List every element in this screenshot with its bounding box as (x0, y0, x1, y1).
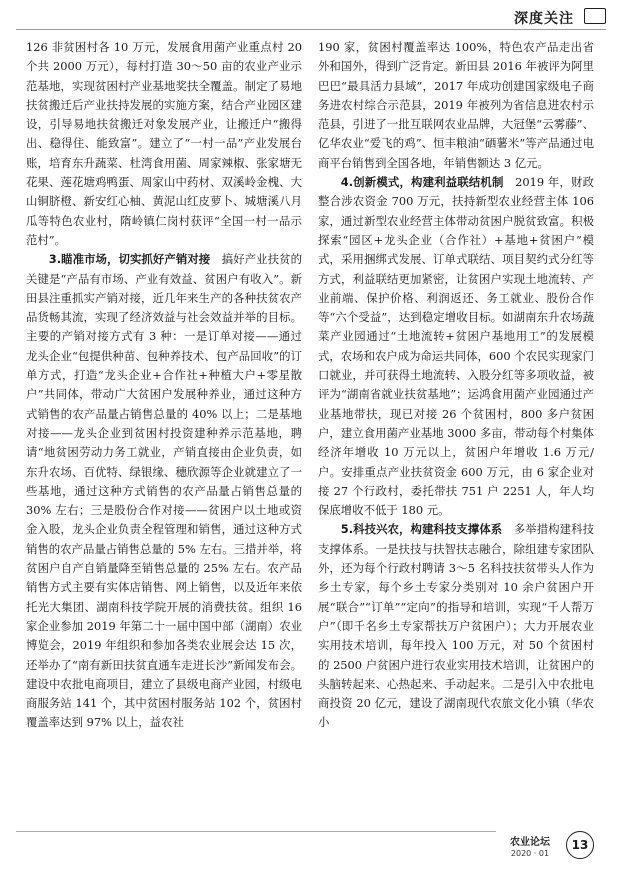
section-heading: 5.科技兴农，构建科技支撑体系 (340, 522, 503, 537)
paragraph: 190 家，贫困村覆盖率达 100%，特色农产品走出省外和国外，得到广泛肯定。新田县 2016 年被评为阿里巴巴“最具活力县域”，2017 年成功创建国家级电子商务进农村综合示范县，2019 年被列为省信息进农村示范县，引进了一批互联网农业品牌，大冠堡“云雾藤”、亿华农业“爱飞的鸡”、恒丰粮油“硒薯米”等产品通过电商平台销售到全国各地，年销售额达 3 亿元。 (318, 40, 594, 170)
paragraph: 126 非贫困村各 10 万元，发展食用菌产业重点村 20 个共 2000 万元），每村打造 30～50 亩的农业产业示范基地，实现贫困村产业基地奖扶全覆盖。制定了易地扶贫搬迁后产业扶持发展的实施方案，结合产业园区建设，引导易地扶贫搬迁对象发展产业，让搬迁户“搬得出、稳得住、能致富”。建立了“一村一品”产业发展台账，培育东升蔬菜、杜湾食用菌、周家辣椒、张家塘无花果、莲花塘鸡鸭蛋、周家山中药材、双溪岭金槐、大山铜脐橙、新安红心柚、黄泥山红皮萝卜、城塘溪八月瓜等特色农业村，隋岭镇仁岗村获评“全国一村一品示范村”。 (26, 40, 302, 247)
section-title: 深度关注 (514, 11, 574, 27)
paragraph (318, 173, 594, 520)
footer-divider (16, 831, 496, 832)
paragraph-text: 搞好产业扶贫的关键是“产品有市场、产业有效益、贫困户有收入”。新田县注重抓实产销对接，近几年来生产的各种扶贫农产品货畅其流，实现了经济效益与社会效益并举的目标。主要的产销对接方式有 3 种：一是订单对接——通过龙头企业“包提供种苗、包种养技术、包产品回收”的订单方式，打造“龙头企业+合作社+种植大户+零星散户”共同体，带动广大贫困户发展种养业，通过这种方式销售的农产品量占销售总量的 40% 以上；二是基地对接——龙头企业到贫困村投资建种养示范基地，聘请“地贫困劳动力务工就业，产销直接由企业负责，如东升农场、百优特、绿银缘、穗欣源等企业就建立了一些基地，通过这种方式销售的农产品量占销售总量的 30% 左右；三是股份合作对接——贫困户以土地或资金入股，龙头企业负责全程管理和销售，通过这种方式销售的农产品量占销售总量的 5% 左右。三措并举，将贫困户自产自销量降至销售总量的 25% 左右。农产品销售方式主要有实体店销售、网上销售，以及近年来依托光大集团、湖南科技学院开展的消费扶贫。组织 16 家企业参加 2019 年第二十一届中国中部（湖南）农业博览会，2019 年组织和参加各类农业展会达 15 次，还举办了“南有新田扶贫直通车走进长沙”新闻发布会。建设中农批电商项目，建立了县级电商产业园，村级电商服务站 141 个，其中贫困村服务站 102 个，贫困村覆盖率达到 97% 以上，益农社 (26, 252, 302, 730)
section-heading: 4.创新模式，构建利益联结机制 (340, 175, 504, 190)
header-divider (16, 29, 606, 30)
issue-number: 2020 · 01 (510, 849, 550, 858)
paragraph (26, 250, 302, 732)
paragraph-text: 多举措构建科技支撑体系。一是扶技与扶智扶志融合，除组建专家团队外，还为每个行政村聘请 3～5 名科技扶贫带头人作为乡土专家，每个乡土专家分类别对 10 余户贫困户开展“联合”“订单”“定向”的指导和培训，实现“千人帮万户”（即千名乡土专家帮扶万户贫困户）；大力开展农业实用技术培训，每年投入 100 万元，对 50 个贫困村的 2500 户贫困户进行农业实用技术培训，让贫困户的头脑转起来、心热起来、手动起来。二是引入中农批电商投资 20 亿元，建设了湖南现代农旅文化小镇（华农小 (318, 522, 594, 730)
page-number: 13 (566, 831, 594, 859)
section-marker-box (584, 8, 606, 24)
left-column (26, 38, 302, 826)
right-column (318, 38, 594, 826)
page-header (0, 0, 620, 30)
paragraph (318, 520, 594, 732)
paragraph-text: 2019 年，财政整合涉农资金 700 万元，扶持新型农业经营主体 106 家，通过新型农业经营主体带动贫困户脱贫致富。积极探索“园区+龙头企业（合作社）+基地+贫困户”模式，采用捆绑式发展、订单式联结、项目契约式分红等方式，利益联结更加紧密，让贫困户实现土地流转、产业前端、保护价格、利润返还、务工就业、股份合作等“六个受益”，达到稳定增收目标。如湖南东升农场蔬菜产业园通过“土地流转+贫困户基地用工”的发展模式，农场和农户成为命运共同体，600 个农民实现家门口就业，并可获得土地流转、入股分红等多项收益，被评为“湖南省就业扶贫基地”；运鸿食用菌产业园通过产业基地带扶，现已对接 26 个贫困村，800 多户贫困户，建立食用菌产业基地 3000 多亩，带动每个村集体经济年增收 10 万元以上，贫困户年增收 1.6 万元/户。安排重点产业扶贫资金 600 万元，由 6 家企业对接 27 个行政村，委托带扶 751 户 2251 人，年人均保底增收不低于 180 元。 (318, 175, 594, 518)
journal-name: 农业论坛 (510, 837, 550, 848)
page-footer (0, 825, 620, 871)
section-heading: 3.瞄准市场，切实抓好产销对接 (48, 252, 211, 267)
